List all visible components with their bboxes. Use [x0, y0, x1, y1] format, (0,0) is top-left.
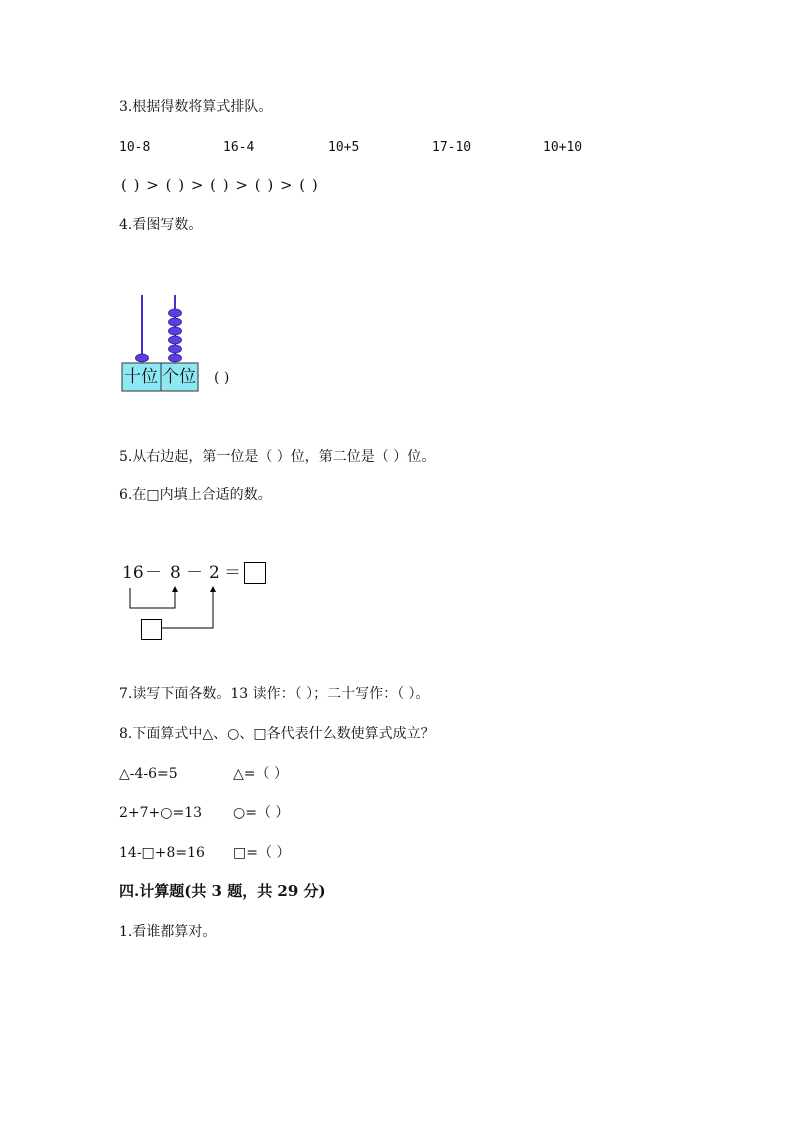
q8-row1-answer[interactable]: △=（ ） [233, 766, 288, 782]
s4q1-text: 1.看谁都算对。 [119, 924, 217, 940]
abacus-ones-bead [169, 327, 182, 335]
section4-title: 四.计算题(共 3 题，共 29 分) [119, 882, 326, 900]
q8-row3-equation: 14-□+8=16 [119, 845, 205, 861]
abacus-ones-bead [169, 318, 182, 326]
q3-title: 3.根据得数将算式排队。 [119, 99, 273, 115]
eq-bracket-arrows [120, 583, 230, 643]
abacus-ones-label: 个位 [162, 367, 196, 387]
abacus-ones-bead [169, 309, 182, 317]
q8-row2-answer[interactable]: ○=（ ） [233, 805, 290, 821]
q3-expression-3: 10+5 [328, 140, 360, 155]
q8-row3-answer[interactable]: □=（ ） [233, 845, 291, 861]
eq-result-box[interactable] [244, 562, 266, 584]
eq-number-2: 2 [209, 563, 220, 583]
q6-title: 6.在□内填上合适的数。 [119, 487, 272, 503]
q3-order-blanks[interactable]: ( ) > ( ) > ( ) > ( ) > ( ) [121, 176, 319, 194]
eq-intermediate-box[interactable] [141, 619, 162, 640]
q8-row1-equation: △-4-6=5 [119, 766, 178, 782]
q7-text: 7.读写下面各数。13 读作：（ ）；二十写作：（ ）。 [119, 686, 430, 702]
q3-expression-5: 10+10 [543, 140, 583, 155]
eq-minus-2: － [186, 563, 203, 583]
abacus-ones-bead [169, 336, 182, 344]
q8-row2-equation: 2+7+○=13 [119, 805, 203, 821]
abacus-ones-bead [169, 345, 182, 353]
q3-expression-1: 10-8 [119, 140, 151, 155]
eq-minus-1: － [145, 563, 162, 583]
q8-title: 8.下面算式中△、○、□各代表什么数使算式成立？ [119, 726, 435, 742]
q5-text: 5.从右边起，第一位是（ ）位，第二位是（ ）位。 [119, 449, 436, 465]
q3-expression-2: 16-4 [223, 140, 255, 155]
abacus-tens-label: 十位 [124, 367, 158, 387]
q4-title: 4.看图写数。 [119, 217, 203, 233]
q4-answer-blank[interactable]: ( ) [214, 370, 230, 386]
eq-equals: ＝ [224, 563, 241, 583]
eq-number-8: 8 [170, 563, 181, 583]
abacus-tens-bead [136, 354, 149, 362]
q3-expression-4: 17-10 [432, 140, 472, 155]
abacus-ones-bead [169, 354, 182, 362]
eq-number-16: 16 [122, 563, 144, 583]
